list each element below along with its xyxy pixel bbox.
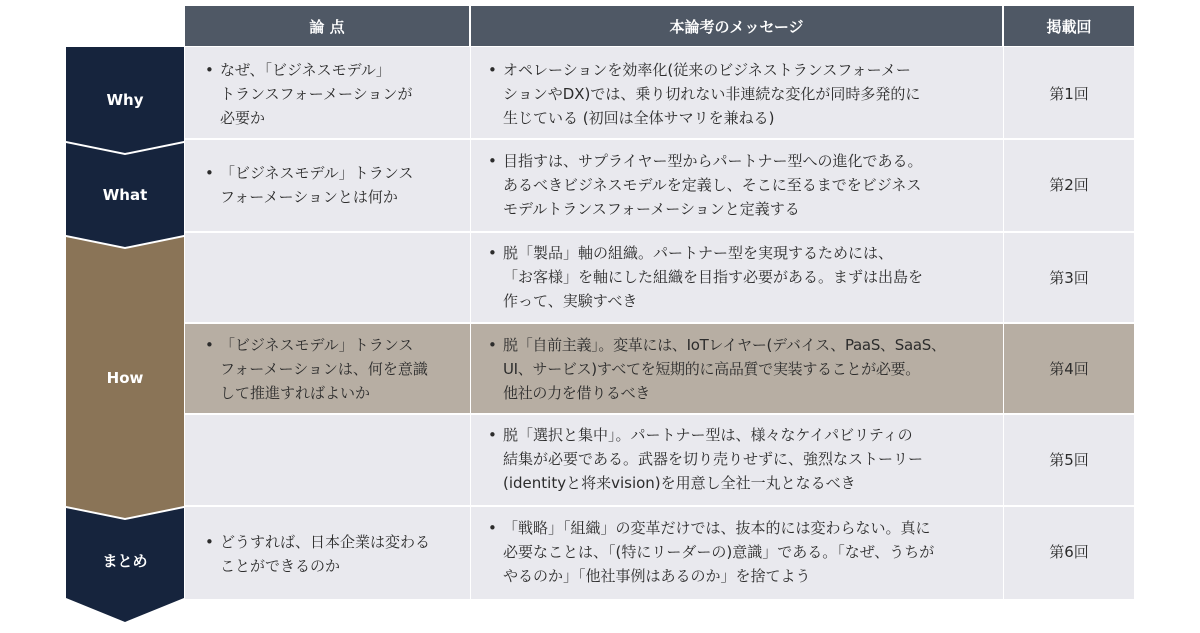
row-4-issue-line: • 「ビジネスモデル」トランス: [220, 336, 414, 354]
row-4-issue-bullet: [203, 333, 465, 405]
row-2-message-line: • 目指すは、サプライヤー型からパートナー型への進化である。: [503, 152, 923, 170]
row-2-issue-no: 第2回: [1049, 176, 1089, 194]
column-divider: [470, 6, 471, 599]
row-2-issue-bullet: [203, 161, 465, 209]
chevron-shapes: [66, 47, 186, 622]
how-label: How: [106, 369, 144, 387]
header-message-label: 本論考のメッセージ: [669, 17, 804, 36]
why-label: Why: [106, 91, 144, 109]
row-1-message-line: ションやDX)では、乗り切れない非連続な変化が同時多発的に: [503, 85, 921, 103]
row-4-message-line: UI、サービス)すべてを短期的に高品質で実装することが必要。: [503, 360, 920, 378]
row-1-issue-line: • なぜ、「ビジネスモデル」: [220, 61, 391, 79]
row-4-issue: [203, 333, 465, 405]
header-message: [471, 6, 1002, 46]
row-2-message-bullet: [486, 149, 1000, 221]
row-4-message-bullet: [486, 333, 1000, 405]
row-6-issue-no: 第6回: [1049, 543, 1089, 561]
row-1-message-line: • オペレーションを効率化(従来のビジネストランスフォーメー: [503, 61, 911, 79]
row-5-message-line: 結集が必要である。武器を切り売りせずに、強烈なストーリー: [503, 450, 924, 468]
header-issue-label: 論 点: [309, 17, 345, 36]
row-1-message: [486, 58, 1000, 130]
row-6-issue-line: ことができるのか: [220, 557, 341, 575]
row-4-issue-no: 第4回: [1049, 360, 1089, 378]
row-2-issue-line: フォーメーションとは何か: [220, 188, 398, 206]
header-issue-no-label: 掲載回: [1046, 17, 1092, 36]
row-6-issue-bullet: [203, 530, 465, 578]
row-6-message-line: やるのか」「他社事例はあるのか」を捨てよう: [503, 567, 811, 585]
row-6-issue-line: • どうすれば、日本企業は変わる: [220, 533, 431, 551]
row-2-message-line: あるべきビジネスモデルを定義し、そこに至るまでをビジネス: [503, 176, 922, 194]
row-6-message-bullet: [486, 516, 1000, 588]
row-5-message-line: (identityと将来vision)を用意し全社一丸となるべき: [503, 474, 856, 492]
row-4-issue-line: フォーメーションは、何を意識: [220, 360, 428, 378]
row-1-issue-bullet: [203, 58, 465, 130]
row-6-issue: [203, 530, 465, 578]
row-4-message-line: • 脱「自前主義」。変革には、IoTレイヤー(デバイス、PaaS、SaaS、: [503, 336, 946, 354]
what-label: What: [102, 186, 148, 204]
row-5-message-line: • 脱「選択と集中」。パートナー型は、様々なケイパビリティの: [503, 426, 913, 444]
row-6-message-line: 必要なことは、「(特にリーダーの)意識」である。「なぜ、うちが: [503, 543, 935, 561]
row-1-issue-line: 必要か: [220, 109, 266, 127]
row-5-issue-no: 第5回: [1049, 451, 1089, 469]
row-4-issue-line: して推進すればよいか: [220, 384, 371, 402]
row-1-message-bullet: [486, 58, 1000, 130]
row-3-message-line: 「お客様」を軸にした組織を目指す必要がある。まずは出島を: [503, 268, 924, 286]
row-3-message-bullet: [486, 241, 1000, 313]
row-1-issue-no: 第1回: [1049, 85, 1089, 103]
row-2-message-line: モデルトランスフォーメーションと定義する: [503, 200, 800, 218]
header-issue: [185, 6, 469, 46]
row-6-message-line: • 「戦略」「組織」の変革だけでは、抜本的には変わらない。真に: [503, 519, 931, 537]
row-2-message: [486, 149, 1000, 221]
row-1-issue-line: トランスフォーメーションが: [220, 85, 413, 103]
row-5-message: [486, 423, 1000, 495]
row-3-message-line: 作って、実験すべき: [503, 292, 638, 310]
row-3-issue-no: 第3回: [1049, 269, 1089, 287]
row-3-message-line: • 脱「製品」軸の組織。パートナー型を実現するためには、: [503, 244, 894, 262]
row-1-issue: [203, 58, 465, 130]
summary-label: まとめ: [102, 552, 148, 570]
row-3-message: [486, 241, 1000, 313]
header-issue-no: [1004, 6, 1134, 46]
row-2-issue-line: • 「ビジネスモデル」トランス: [220, 164, 414, 182]
section-chevrons: [66, 47, 186, 622]
row-4-message: [486, 333, 1000, 405]
row-5-message-bullet: [486, 423, 1000, 495]
row-4-message-line: 他社の力を借りるべき: [503, 384, 651, 402]
row-1-message-line: 生じている (初回は全体サマリを兼ねる): [503, 109, 775, 127]
row-6-message: [486, 516, 1000, 588]
row-2-issue: [203, 161, 465, 209]
